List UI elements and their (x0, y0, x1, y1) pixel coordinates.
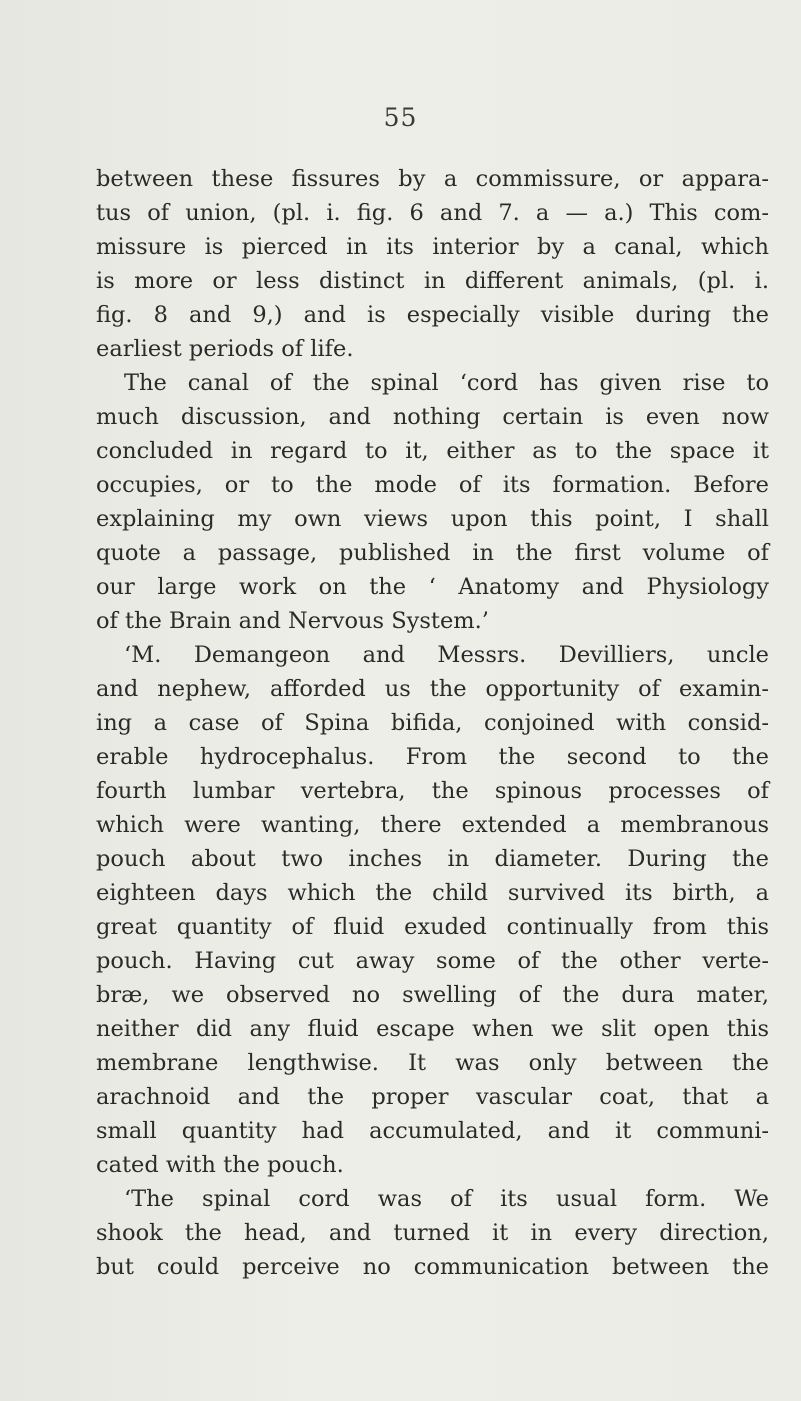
text-line: much discussion, and nothing certain is even now (96, 404, 769, 430)
text-line: pouch. Having cut away some of the other verte- (96, 948, 769, 974)
page-number: 55 (383, 103, 418, 132)
text-line: neither did any fluid escape when we slit open this (96, 1016, 769, 1042)
text-line: erable hydrocephalus. From the second to the (96, 744, 769, 770)
text-line: which were wanting, there extended a membranous (96, 812, 769, 838)
text-line: earliest periods of life. (96, 336, 354, 362)
text-line: explaining my own views upon this point, I shall (96, 506, 769, 532)
text-line: The canal of the spinal ‘cord has given rise to (124, 370, 769, 396)
text-line: great quantity of fluid exuded continually from this (96, 914, 769, 940)
text-line: cated with the pouch. (96, 1152, 344, 1178)
text-line: is more or less distinct in different animals, (pl. i. (96, 268, 769, 294)
text-line: eighteen days which the child survived its birth, a (96, 880, 769, 906)
text-line: of the Brain and Nervous System.’ (96, 608, 489, 634)
text-line: our large work on the ‘ Anatomy and Physiology (96, 574, 769, 600)
text-line: occupies, or to the mode of its formation. Before (96, 472, 769, 498)
text-line: and nephew, afforded us the opportunity of examin- (96, 676, 769, 702)
text-line: ing a case of Spina bifida, conjoined with consid- (96, 710, 769, 736)
text-line: membrane lengthwise. It was only between the (96, 1050, 769, 1076)
text-line: bræ, we observed no swelling of the dura mater, (96, 982, 769, 1008)
text-line: shook the head, and turned it in every direction, (96, 1220, 769, 1246)
text-line: between these fissures by a commissure, or appara- (96, 166, 769, 192)
text-line: fourth lumbar vertebra, the spinous processes of (96, 778, 769, 804)
text-line: quote a passage, published in the first volume of (96, 540, 769, 566)
text-line: tus of union, (pl. i. fig. 6 and 7. a — a.) This com- (96, 200, 769, 226)
text-line: concluded in regard to it, either as to the space it (96, 438, 769, 464)
text-line: small quantity had accumulated, and it communi- (96, 1118, 769, 1144)
text-line: ‘M. Demangeon and Messrs. Devilliers, uncle (124, 642, 769, 668)
text-line: ‘The spinal cord was of its usual form. We (124, 1186, 769, 1212)
text-line: missure is pierced in its interior by a canal, which (96, 234, 769, 260)
text-line: but could perceive no communication between the (96, 1254, 769, 1280)
text-line: arachnoid and the proper vascular coat, that a (96, 1084, 769, 1110)
text-line: fig. 8 and 9,) and is especially visible during the (96, 302, 769, 328)
text-line: pouch about two inches in diameter. During the (96, 846, 769, 872)
body-text (96, 162, 769, 1284)
